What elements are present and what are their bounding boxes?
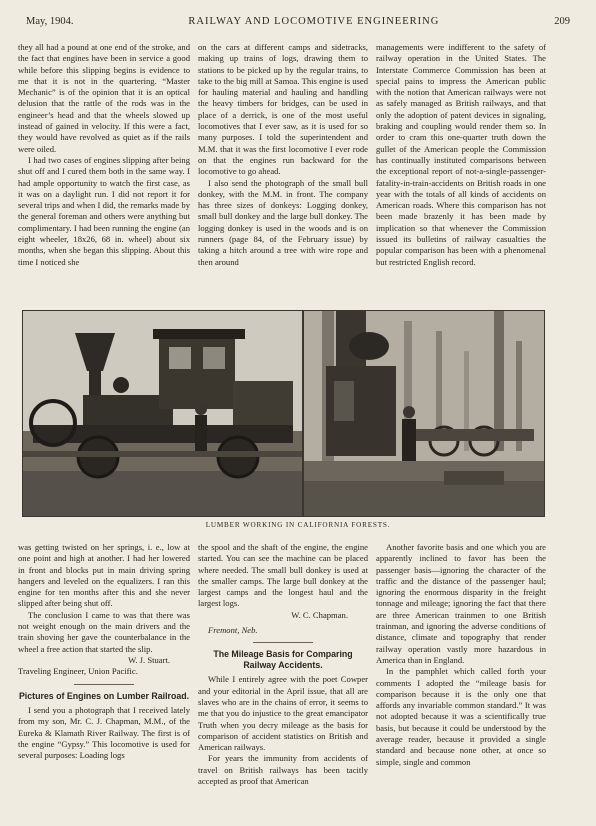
- column-3-bottom: [376, 542, 546, 768]
- paragraph: Another favorite basis and one which you are apparently inclined to favor has been the passenger basis—ignoring the character of the traffic and the distance of the passenger haul; ignoring the enormous disparity in the freight tonnage and mileage; ignoring the fact that there are three American trainmen to one British trainman, and ignoring the adverse conditions of distance, climate and topography that render railway operation vastly more hazardous in America than in England.: [376, 542, 546, 665]
- column-1-top: [18, 42, 190, 268]
- paragraph: they all had a pound at one end of the stroke, and the fact that engines have been in service a good while before this slipping begins is evidence to me that it is not in the quartering. “Master Mechanic” is of the opinion that it is an optical delusion that the rattle of the rods was in the engineer’s head and that the wheels slowed up instead of gained in velocity. If this were a fact, they would have revolved as quiet as if the rails were oiled.: [18, 42, 190, 154]
- page-number: 209: [554, 16, 570, 27]
- article-heading: Pictures of Engines on Lumber Railroad.: [18, 690, 190, 701]
- paragraph: the spool and the shaft of the engine, the engine started. You can see the machine can be placed where needed. The small bull donkey is used at the smaller camps. The large bull donkey at the largest camps and the longest haul and the largest logs.: [198, 542, 368, 609]
- column-1-bottom: [18, 542, 190, 762]
- dateline: Fremont, Neb.: [208, 625, 258, 636]
- column-3-top: [376, 42, 546, 268]
- letter-signature: W. C. Chapman.: [291, 609, 348, 620]
- paragraph: I had two cases of engines slipping after being shut off and I cured them both in the same way. I had ample opportunity to watch the first case, as it was on a daylight run. I did not report it for several trips and when I did, the remarks made by the general foreman and others were anything but complimentary. I had been running the engine (an eight wheeler, 18x26, 68 in. wheel) about six months, when she began this slipping. About this time I noticed she: [18, 154, 190, 267]
- signature-title: Traveling Engineer, Union Pacific.: [18, 666, 138, 677]
- photo-gypsy-locomotive: [22, 310, 303, 517]
- column-2-bottom: [198, 542, 368, 787]
- paragraph: I send you a photograph that I received lately from my son, Mr. C. J. Chapman, M.M., of the Eureka & Klamath River Railway. The first is of the engine “Gypsy.” This locomotive is used for several purposes: Loading logs: [18, 705, 190, 761]
- paragraph: was getting twisted on her springs, i. e., low at one point and high at another. I had her lowered in front and blocks put in main driving spring hangers and leveled on the equalizers. I ran this engine for ten months after this and she never slipped after being shut off.: [18, 542, 190, 609]
- column-2-top: [198, 42, 368, 268]
- letter-signature: W. J. Stuart.: [128, 654, 170, 665]
- donkey-engine-illustration: [304, 311, 544, 516]
- divider: [74, 684, 134, 685]
- paragraph: managements were indifferent to the safety of railway operation in the United States. The Interstate Commerce Commission has been at special pains to impress the American public with the notion that American railways were not as safely managed as British railways, and that only the adoption of patent devices in signaling, braking and coupling would render them so. In order to cram this one-quarter truth down the gullet of the American people the Commission has continually instituted comparisons between the exceptional report of not-a-single-passenger-fatality-in-train-accidents on British roads in one year with the totals of all kinds of accidents on American roads. Where this comparison has not been made brazenly it has been made by implication so that whenever the Commission issued its bulletins of railway casualties the popular comparison has been with a phenomenal but restricted English record.: [376, 42, 546, 267]
- locomotive-illustration: [23, 311, 302, 516]
- paragraph: on the cars at different camps and sidetracks, making up trains of logs, drawing them to stations to be picked up by the regular trains, to take to the big mill at Samoa. This engine is used for hauling material and hauling and handling the heavy timbers for bridges, can be used in place of a derrick, is one of the most useful locomotives that I ever saw, as it is used for so many purposes. I told the superintendent and M.M. that it was the first locomotive I ever rode on that the engines run backward for the locomotive to go ahead.: [198, 42, 368, 177]
- divider: [253, 642, 313, 643]
- photo-caption: LUMBER WORKING IN CALIFORNIA FORESTS.: [205, 521, 391, 529]
- paragraph: For years the immunity from accidents of travel on British railways has been tacitly accepted as proof that American: [198, 753, 368, 787]
- article-heading: The Mileage Basis for Comparing Railway Accidents.: [213, 649, 353, 670]
- paragraph: In the pamphlet which called forth your comments I adopted the “mileage basis for comparison because it is the only one that affords any invariable common standard.” It was not adopted because it was a scientifically true basis, but because it could be understood by the average reader, because it provided a single standard and because none other, at once so simple, single and common: [376, 666, 546, 767]
- paragraph: While I entirely agree with the poet Cowper and your editorial in the April issue, that all are slaves who are in the chains of error, it seems to me that you do injustice to the great emancipator Truth when you decry mileage as the basis for comparison of accident statistics on British and American railways.: [198, 674, 368, 753]
- paragraph: The conclusion I came to was that there was not weight enough on the main drivers and the train shoving her gave the counterbalance in the wheel a free action that started the slip.: [18, 609, 190, 654]
- paragraph: I also send the photograph of the small bull donkey, with the M.M. in front. The company has three sizes of donkeys: Logging donkey, small bull donkey and the large bull donkey. The logging donkey is used in the woods and is on runners (page 84, of the February issue) by taking a hitch around a tree with wire rope and then around: [198, 177, 368, 267]
- page-header: [26, 16, 570, 32]
- journal-title: RAILWAY AND LOCOMOTIVE ENGINEERING: [188, 16, 440, 27]
- issue-date: May, 1904.: [26, 16, 74, 27]
- photo-bull-donkey: [303, 310, 545, 517]
